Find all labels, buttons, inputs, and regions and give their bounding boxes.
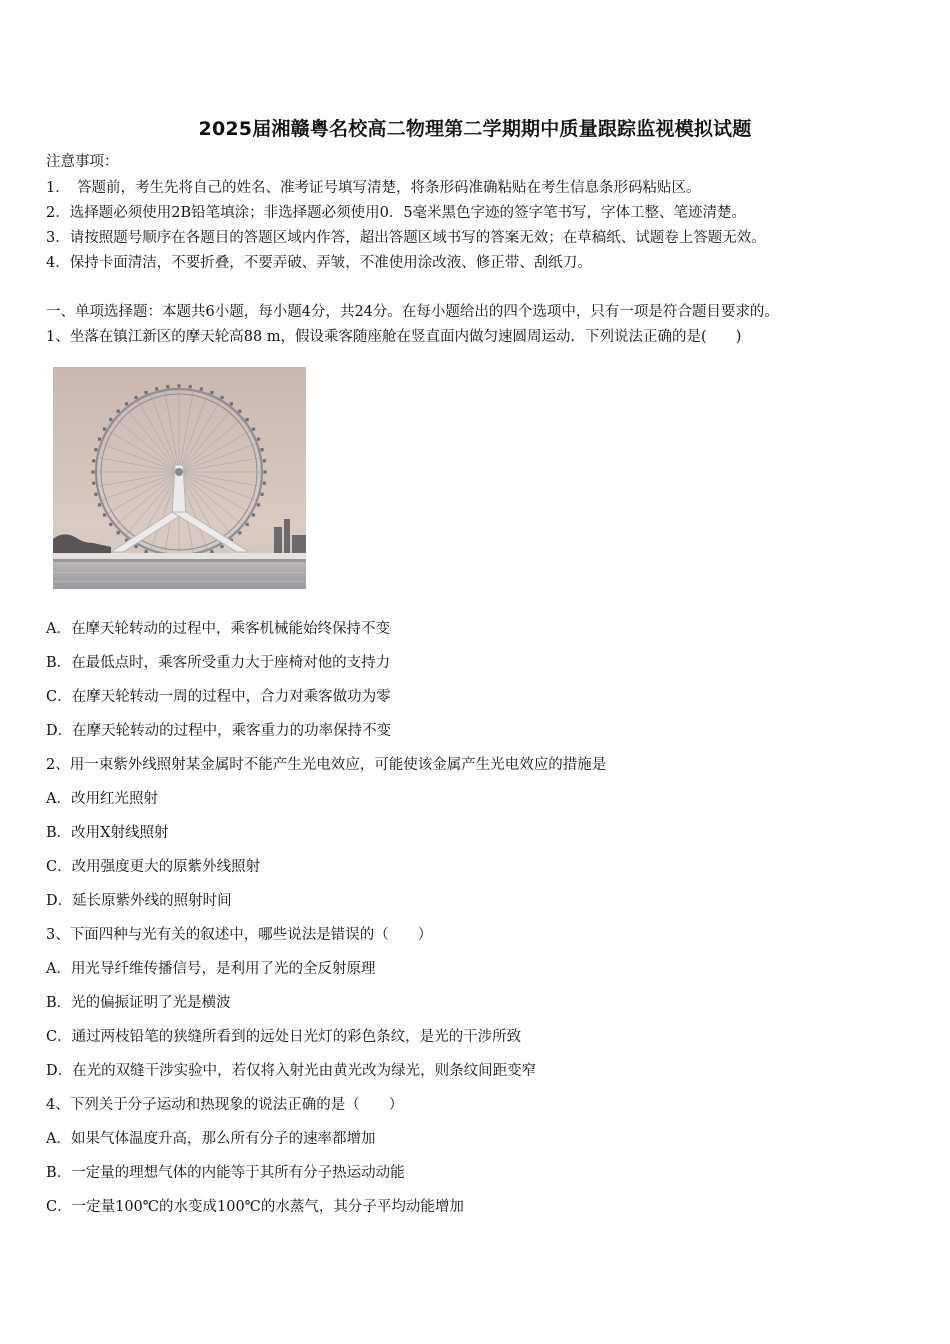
notice-item-2: 2．选择题必须使用2B铅笔填涂；非选择题必须使用0．5毫米黑色字迹的签字笔书写，字体工整、笔迹清楚。 — [46, 205, 747, 221]
question-3-option-b: B．光的偏振证明了光是横波 — [46, 995, 231, 1011]
question-4-stem: 4、下列关于分子运动和热现象的说法正确的是（ ） — [46, 1097, 404, 1113]
notice-item-1: 1． 答题前，考生先将自己的姓名、准考证号填写清楚，将条形码准确粘贴在考生信息条形码粘贴区。 — [46, 180, 701, 196]
question-1-option-c: C．在摩天轮转动一周的过程中，合力对乘客做功为零 — [46, 689, 391, 705]
question-4-option-a: A．如果气体温度升高，那么所有分子的速率都增加 — [46, 1131, 376, 1147]
question-3-stem: 3、下面四种与光有关的叙述中，哪些说法是错误的（ ） — [46, 927, 433, 943]
question-1-option-a: A．在摩天轮转动的过程中，乘客机械能始终保持不变 — [46, 621, 390, 637]
notice-item-4: 4．保持卡面清洁，不要折叠，不要弄破、弄皱，不准使用涂改液、修正带、刮纸刀。 — [46, 255, 592, 271]
question-2-option-d: D．延长原紫外线的照射时间 — [46, 893, 232, 909]
question-2-option-a: A．改用红光照射 — [46, 791, 158, 807]
notice-item-3: 3．请按照题号顺序在各题目的答题区域内作答，超出答题区域书写的答案无效；在草稿纸、试题卷上答题无效。 — [46, 230, 766, 246]
question-2-stem: 2、用一束紫外线照射某金属时不能产生光电效应，可能使该金属产生光电效应的措施是 — [46, 757, 607, 773]
question-1-stem: 1、坐落在镇江新区的摩天轮高88 m，假设乘客随座舱在竖直面内做匀速圆周运动．下列说法正确的是( ) — [46, 329, 742, 345]
question-4-option-c: C．一定量100℃的水变成100℃的水蒸气，其分子平均动能增加 — [46, 1199, 464, 1215]
question-3-option-d: D．在光的双缝干涉实验中，若仅将入射光由黄光改为绿光，则条纹间距变窄 — [46, 1063, 537, 1079]
notice-heading: 注意事项： — [46, 154, 119, 170]
question-3-option-a: A．用光导纤维传播信号，是利用了光的全反射原理 — [46, 961, 376, 977]
ferris-wheel-photo — [53, 367, 306, 589]
question-3-option-c: C．通过两枝铅笔的狭缝所看到的远处日光灯的彩色条纹，是光的干涉所致 — [46, 1029, 522, 1045]
question-4-option-b: B．一定量的理想气体的内能等于其所有分子热运动动能 — [46, 1165, 405, 1181]
question-1-option-d: D．在摩天轮转动的过程中，乘客重力的功率保持不变 — [46, 723, 392, 739]
page-title: 2025届湘赣粤名校高二物理第二学期期中质量跟踪监视模拟试题 — [198, 118, 752, 140]
question-2-option-b: B．改用X射线照射 — [46, 825, 169, 841]
section-heading: 一、单项选择题：本题共6小题，每小题4分，共24分。在每小题给出的四个选项中，只有一项是符合题目要求的。 — [46, 304, 779, 320]
question-1-option-b: B．在最低点时，乘客所受重力大于座椅对他的支持力 — [46, 655, 391, 671]
question-2-option-c: C．改用强度更大的原紫外线照射 — [46, 859, 261, 875]
